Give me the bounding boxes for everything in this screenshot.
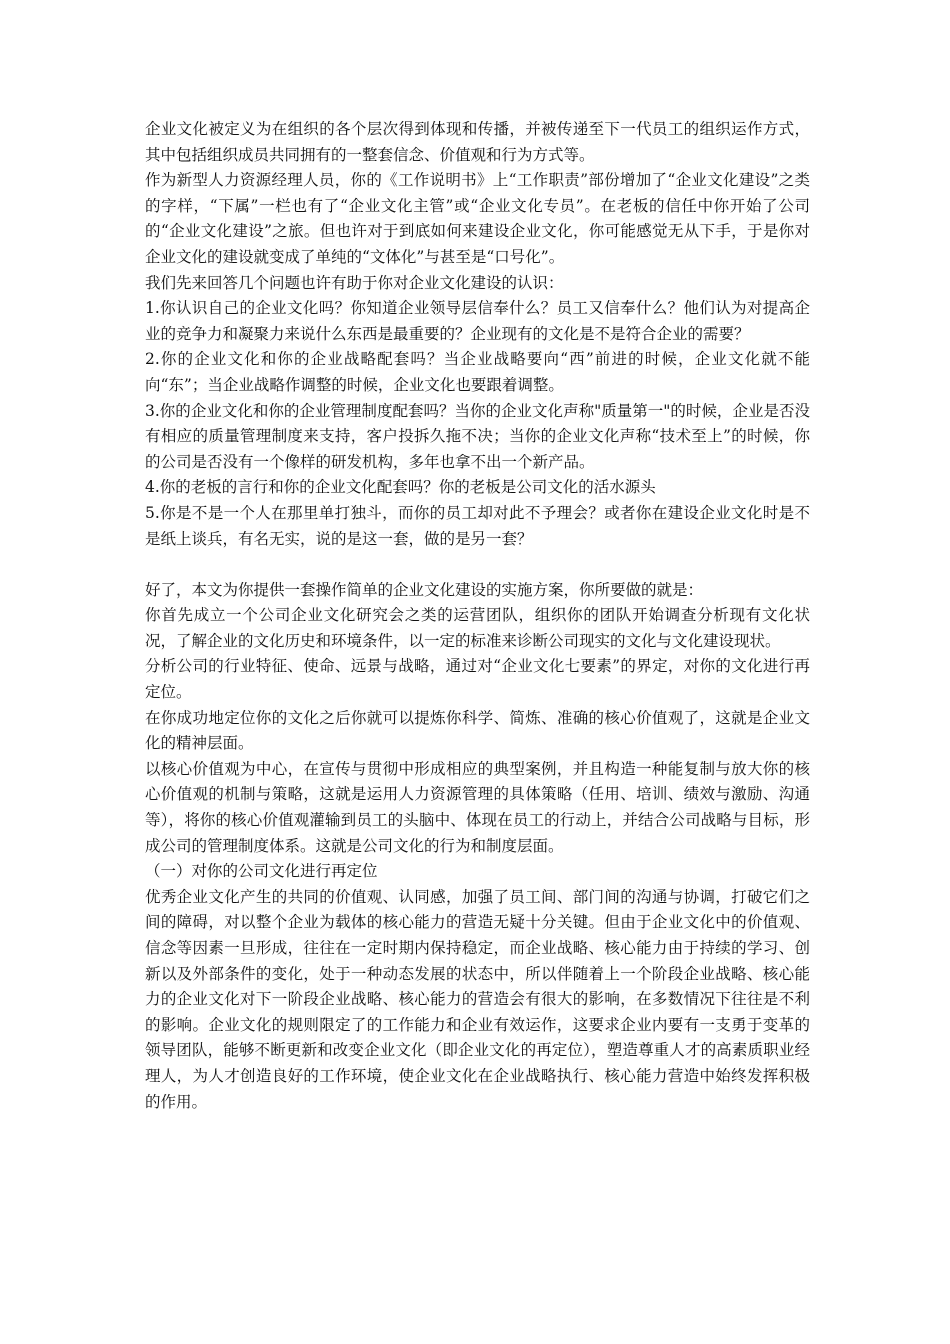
paragraph-step-values: 在你成功地定位你的文化之后你就可以提炼你科学、简炼、准确的核心价值观了，这就是企业文化的精神层面。	[145, 708, 810, 753]
paragraph-hr-manager: 作为新型人力资源经理人员，你的《工作说明书》上“工作职责”部份增加了“企业文化建设”之类的字样，“下属”一栏也有了“企业文化主管”或“企业文化专员”。在老板的信任中你开始了公司的“企业文化建设”之旅。但也许对于到底如何来建设企业文化，你可能感觉无从下手，于是你对企业文化的建设就变成了单纯的“文体化”与甚至是“口号化”。	[145, 171, 810, 266]
section-heading-1: （一）对你的公司文化进行再定位	[145, 862, 378, 881]
question-2: 2.你的企业文化和你的企业战略配套吗？当企业战略要向“西”前进的时候，企业文化就不能向“东”；当企业战略作调整的时候，企业文化也要跟着调整。	[145, 350, 810, 394]
paragraph-repositioning: 优秀企业文化产生的共同的价值观、认同感，加强了员工间、部门间的沟通与协调，打破它们之间的障碍，对以整个企业为载体的核心能力的营造无疑十分关键。但由于企业文化中的价值观、信念等因素一旦形成，往往在一定时期内保持稳定，而企业战略、核心能力由于持续的学习、创新以及外部条件的变化，处于一种动态发展的状态中，所以伴随着上一个阶段企业战略、核心能力的企业文化对下一阶段企业战略、核心能力的营造会有很大的影响，在多数情况下往往是不利的影响。企业文化的规则限定了的工作能力和企业有效运作，这要求企业内要有一支勇于变革的领导团队，能够不断更新和改变企业文化（即企业文化的再定位），塑造尊重人才的高素质职业经理人，为人才创造良好的工作环境，使企业文化在企业战略执行、核心能力营造中始终发挥积极的作用。	[145, 887, 810, 1111]
question-5: 5.你是不是一个人在那里单打独斗，而你的员工却对此不予理会？或者你在建设企业文化时是不是纸上谈兵，有名无实，说的是这一套，做的是另一套？	[145, 503, 810, 548]
paragraph-definition: 企业文化被定义为在组织的各个层次得到体现和传播，并被传递至下一代员工的组织运作方式，其中包括组织成员共同拥有的一整套信念、价值观和行为方式等。	[145, 120, 810, 164]
question-1: 1.你认识自己的企业文化吗？你知道企业领导层信奉什么？员工又信奉什么？他们认为对提高企业的竞争力和凝聚力来说什么东西是最重要的？企业现有的文化是不是符合企业的需要？	[145, 299, 810, 343]
paragraph-step-mechanism: 以核心价值观为中心，在宣传与贯彻中形成相应的典型案例，并且构造一种能复制与放大你的核心价值观的机制与策略，这就是运用人力资源管理的具体策略（任用、培训、绩效与激励、沟通等），将你的核心价值观灌输到员工的头脑中、体现在员工的行动上，并结合公司战略与目标，形成公司的管理制度体系。这就是公司文化的行为和制度层面。	[145, 759, 810, 855]
question-3: 3.你的企业文化和你的企业管理制度配套吗？当你的企业文化声称"质量第一"的时候，企业是否没有相应的质量管理制度来支持，客户投拆久拖不决；当你的企业文化声称“技术至上”的时候，你的公司是否没有一个像样的研发机构，多年也拿不出一个新产品。	[145, 401, 810, 471]
paragraph-step-team: 你首先成立一个公司企业文化研究会之类的运营团队，组织你的团队开始调查分析现有文化状况，了解企业的文化历史和环境条件，以一定的标准来诊断公司现实的文化与文化建设现状。	[145, 606, 810, 650]
blank-line	[145, 552, 810, 578]
question-4: 4.你的老板的言行和你的企业文化配套吗？你的老板是公司文化的活水源头	[145, 478, 656, 497]
paragraph-plan-intro: 好了，本文为你提供一套操作简单的企业文化建设的实施方案，你所要做的就是：	[145, 580, 704, 599]
document-body	[145, 117, 810, 1115]
paragraph-step-analysis: 分析公司的行业特征、使命、远景与战略，通过对“企业文化七要素”的界定，对你的文化进行再定位。	[145, 657, 810, 702]
paragraph-questions-intro: 我们先来回答几个问题也许有助于你对企业文化建设的认识：	[145, 273, 564, 292]
